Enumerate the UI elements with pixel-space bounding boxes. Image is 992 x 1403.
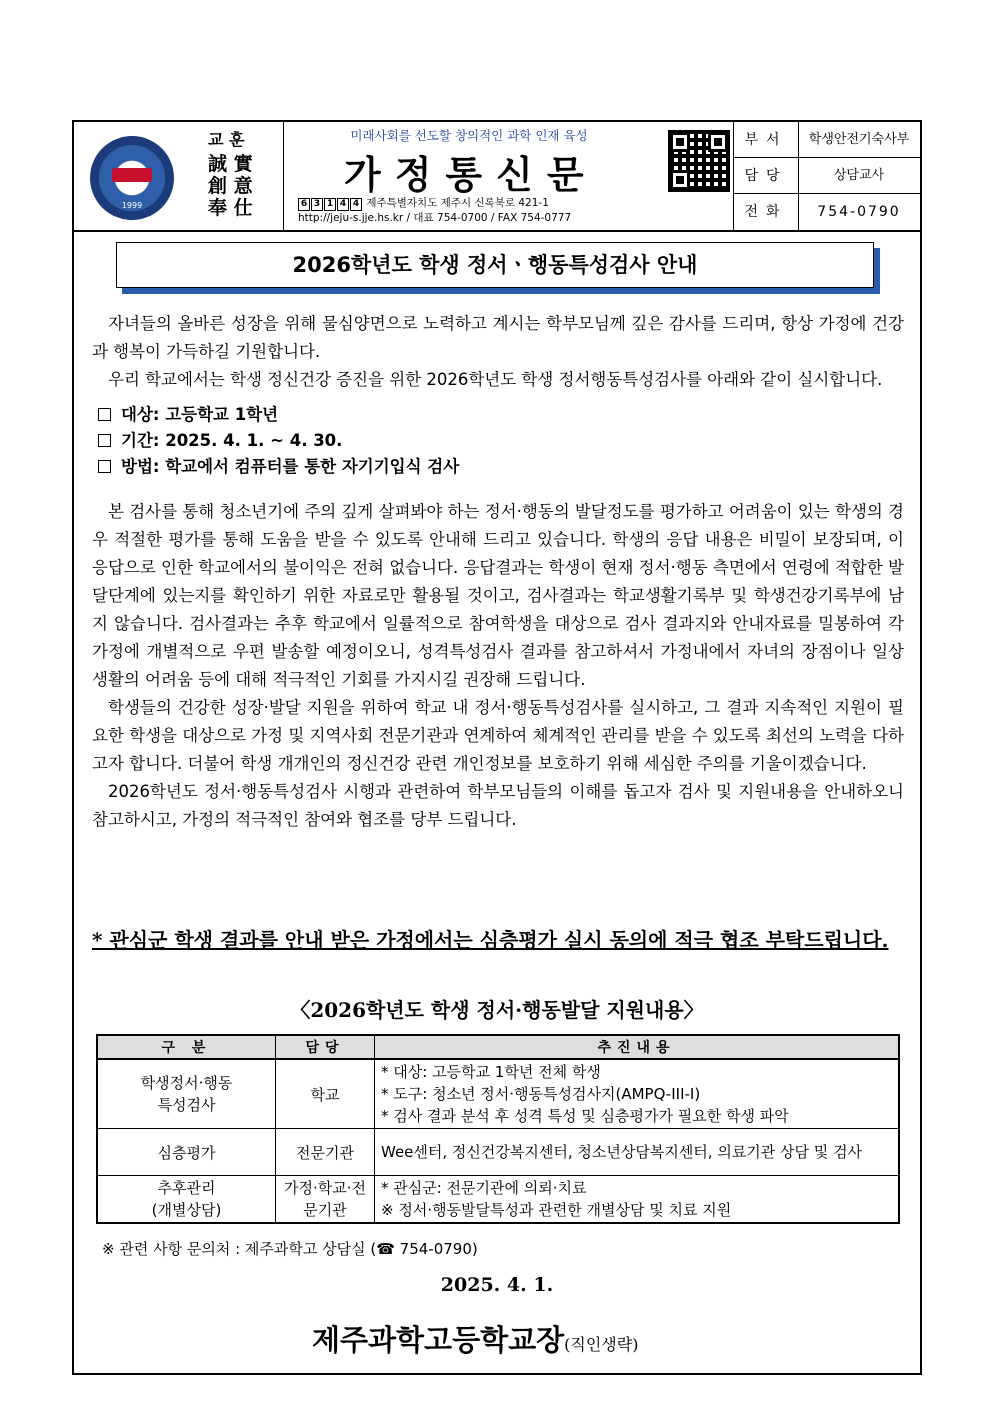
letter-body <box>92 310 904 834</box>
intro-paragraph-1: 자녀들의 올바른 성장을 위해 물심양면으로 노력하고 계시는 학부모님께 깊은 감사를 드리며, 항상 가정에 건강과 행복이 가득하길 기원합니다. <box>92 314 904 361</box>
intro-paragraph-2: 우리 학교에서는 학생 정신건강 증진을 위한 2026학년도 학생 정서행동특성검사를 아래와 같이 실시합니다. <box>108 370 883 389</box>
school-emblem-icon: 1999 <box>90 136 174 220</box>
contact-info: ※ 관련 사항 문의처 : 제주과학고 상담실 (☎ 754-0790) <box>102 1240 478 1258</box>
seal-omitted: (직인생략) <box>564 1335 639 1354</box>
school-address: 제주특별자치도 제주시 신록북로 421-1 <box>366 197 549 209</box>
support-table-title: 〈2026학년도 학생 정서·행동발달 지원내용〉 <box>290 998 704 1022</box>
cooperation-note: * 관심군 학생 결과를 안내 받은 가정에서는 심층평가 실시 동의에 적극 협조 부탁드립니다. <box>92 928 889 952</box>
school-identity <box>74 122 284 230</box>
qr-code-icon[interactable] <box>668 130 730 192</box>
motto-line-3: 奉 仕 <box>208 197 253 219</box>
info-row-department: 부서 학생안전기숙사부 <box>734 122 920 158</box>
motto-heading: 교 훈 <box>208 130 245 149</box>
table-row: 심층평가 전문기관 Wee센터, 정신건강복지센터, 청소년상담복지센터, 의료기관 상담 및 검사 <box>97 1129 899 1176</box>
checkbox-icon <box>98 434 111 447</box>
table-row: 추후관리 (개별상담) 가정·학교·전문기관 * 관심군: 전문기관에 의뢰·치료 ※ 정서·행동발달특성과 관련한 개별상담 및 치료 지원 <box>97 1176 899 1224</box>
support-table <box>96 1034 900 1224</box>
slogan: 미래사회를 선도할 창의적인 과학 인재 육성 <box>350 128 588 143</box>
body-paragraph-1: 본 검사를 통해 청소년기에 주의 깊게 살펴봐야 하는 정서·행동의 발달정도를 평가하고 어려움이 있는 학생의 경우 적절한 평가를 통해 도움을 받을 수 있도록 안내해 드리고 있습니다. 학생의 응답 내용은 비밀이 보장되며, 이 응답으로 인한 학교에서의 불이익은 전혀 없습니다. 응답결과는 학생이 현재 정서·행동 측면에서 연령에 적합한 발달단계에 있는지를 확인하기 위한 자료로만 활용될 것이고, 검사결과는 학교생활기록부 및 학생건강기록부에 남지 않습니다. 검사결과는 추후 학교에서 일률적으로 참여학생을 대상으로 검사 결과지와 안내자료를 밀봉하여 각 가정에 개별적으로 우편 발송할 예정이오니, 성격특성검사 결과를 참고하셔서 가정내에서 자녀의 장점이나 일상생활의 어려움 등에 대해 적극적인 기회를 가지시길 권장해 드립니다. <box>92 502 904 689</box>
info-row-phone: 전화 754-0790 <box>734 194 920 230</box>
list-item: 기간: 2025. 4. 1. ~ 4. 30. <box>98 428 904 454</box>
info-table <box>734 122 920 230</box>
motto-line-2: 創 意 <box>208 175 253 197</box>
issue-date: 2025. 4. 1. <box>440 1274 554 1296</box>
exam-details <box>98 402 904 480</box>
school-contact-line: http://jeju-s.jje.hs.kr / 대표 754-0700 / FAX 754-0777 <box>298 212 572 224</box>
document-frame <box>72 120 922 1375</box>
checkbox-icon <box>98 408 111 421</box>
table-header-row: 구 분 담당 추진내용 <box>97 1035 899 1059</box>
notice-title: 2026학년도 학생 정서ㆍ행동특성검사 안내 <box>116 242 874 288</box>
body-paragraph-2: 학생들의 건강한 성장·발달 지원을 위하여 학교 내 정서·행동특성검사를 실시하고, 그 결과 지속적인 지원이 필요한 학생을 대상으로 가정 및 지역사회 전문기관과 연계하여 체계적인 관리를 받을 수 있도록 최선의 노력을 다하고자 합니다. 더불어 학생 개개인의 정신건강 관련 개인정보를 보호하기 위해 세심한 주의를 기울이겠습니다. <box>92 698 904 773</box>
info-row-staff: 담당 상담교사 <box>734 158 920 194</box>
list-item: 대상: 고등학교 1학년 <box>98 402 904 428</box>
school-address-block: 6 3 1 4 4 제주특별자치도 제주시 신록북로 421-1 http://jeju-s.jje.hs.kr / 대표 754-0700 / FAX 754-0777 <box>298 196 728 226</box>
principal-title: 제주과학고등학교장 <box>312 1323 565 1357</box>
motto-line-1: 誠 實 <box>208 153 253 175</box>
list-item: 방법: 학교에서 컴퓨터를 통한 자기기입식 검사 <box>98 454 904 480</box>
title-block <box>284 122 734 230</box>
newsletter-title: 가정통신문 <box>344 153 598 197</box>
letterhead <box>74 122 920 232</box>
signature <box>312 1318 638 1359</box>
table-row: 학생정서·행동 특성검사 학교 * 대상: 고등학교 1학년 전체 학생 * 도구: 청소년 정서·행동특성검사지(AMPQ-III-I) * 검사 결과 분석 후 성격 특성 및 심층평가가 필요한 학생 파악 <box>97 1059 899 1129</box>
body-paragraph-3: 2026학년도 정서·행동특성검사 시행과 관련하여 학부모님들의 이해를 돕고자 검사 및 지원내용을 안내하오니 참고하시고, 가정의 적극적인 참여와 협조를 당부 드립니다. <box>92 782 904 829</box>
checkbox-icon <box>98 460 111 473</box>
